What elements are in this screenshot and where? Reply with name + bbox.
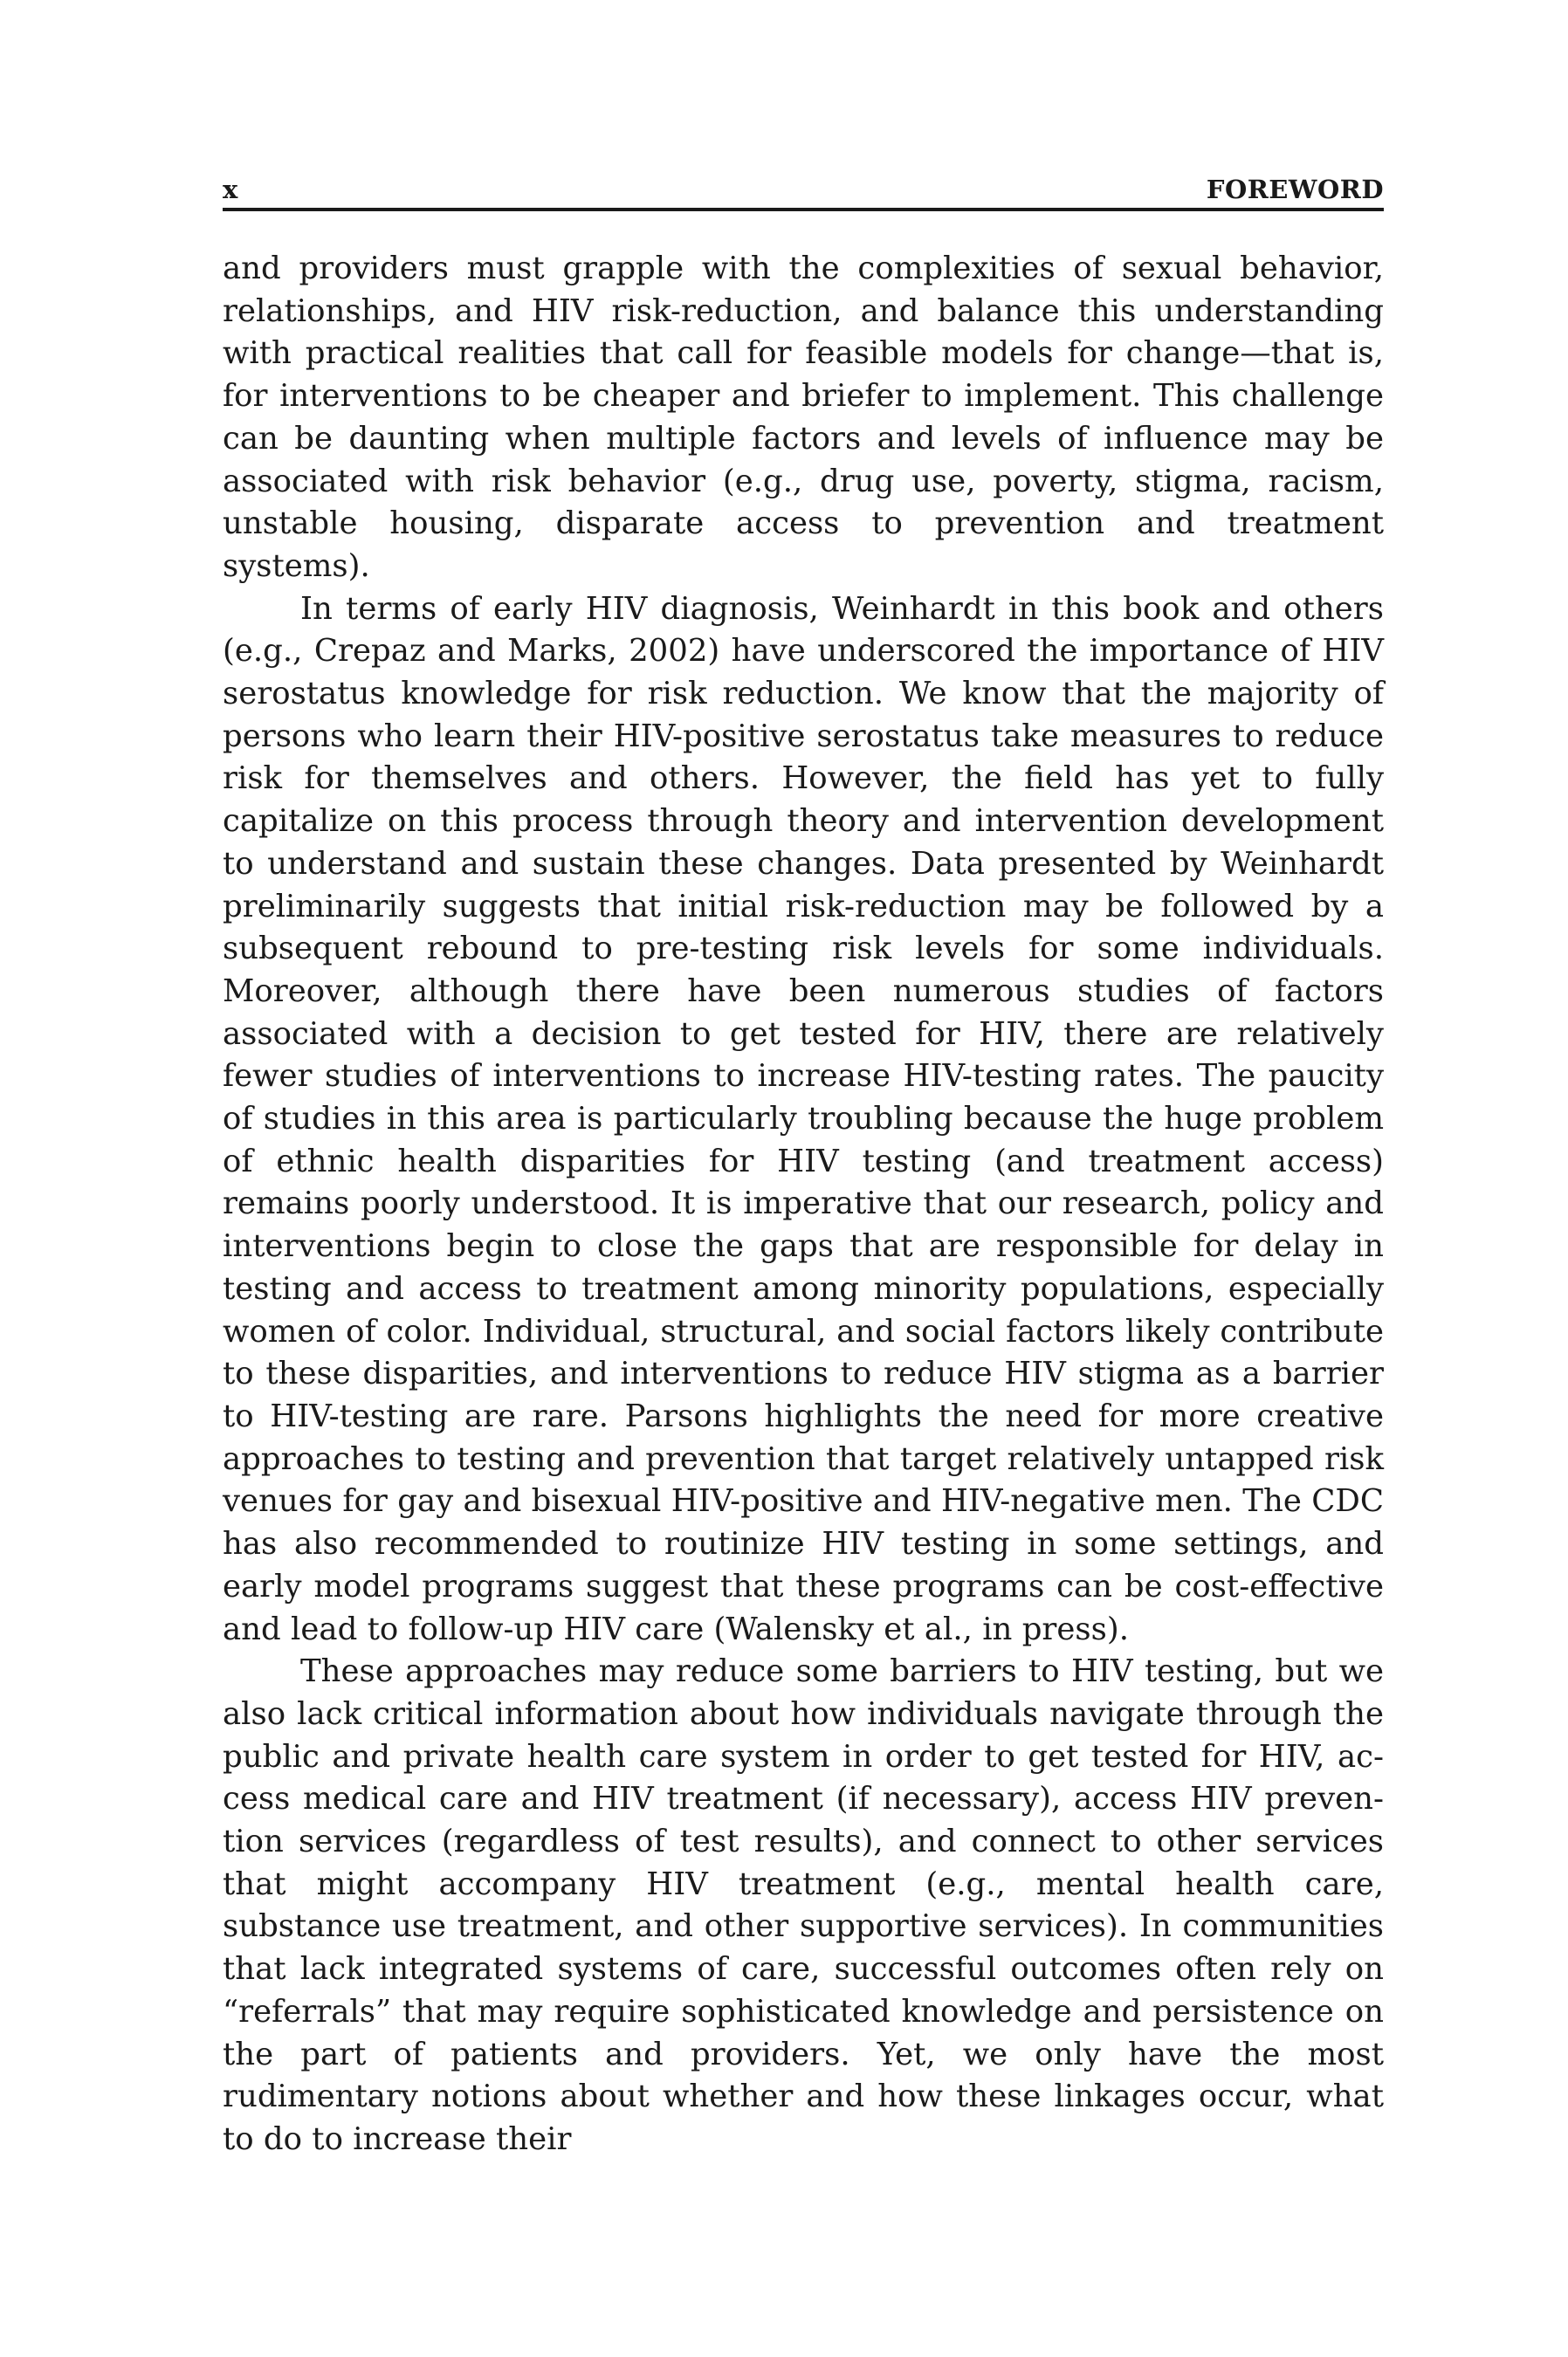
body-text bbox=[223, 248, 1384, 2161]
paragraph-1-continued: and providers must grapple with the complexities of sexual behavior, relationships, and HIV risk-reduction, and balance this understanding with practical realities that call for feasible models for change—that is, for interventions to be cheaper and briefer to implement. This challenge can be daunting when multiple factors and levels of influence may be associated with risk behavior (e.g., drug use, poverty, stigma, racism, unstable housing, disparate access to prevention and treatment systems). bbox=[223, 251, 1384, 584]
paragraph-3: These approaches may reduce some barriers to HIV testing, but we also lack critical information about how individuals navigate through the public and private health care system in order to get tested for HIV, access medical care and HIV treatment (if necessary), access HIV prevention services (regardless of test results), and connect to other services that might accompany HIV treatment (e.g., mental health care, substance use treatment, and other supportive services). In communities that lack integrated systems of care, successful outcomes often rely on “referrals” that may require sophisticated knowledge and persistence on the part of patients and providers. Yet, we only have the most rudimentary notions about whether and how these linkages occur, what to do to increase their bbox=[223, 1653, 1384, 2157]
page-number: x bbox=[223, 175, 238, 204]
running-title: FOREWORD bbox=[1206, 175, 1384, 204]
paragraph-2: In terms of early HIV diagnosis, Weinhardt in this book and others (e.g., Crepaz and Marks, 2002) have underscored the importance of HIV serostatus knowledge for risk reduction. We know that the majority of persons who learn their HIV-positive serostatus take measures to reduce risk for themselves and others. However, the field has yet to fully capitalize on this process through theory and intervention development to understand and sustain these changes. Data presented by Weinhardt preliminarily suggests that initial risk-reduction may be followed by a subsequent rebound to pre-testing risk levels for some individuals. Moreover, although there have been numerous studies of factors associated with a decision to get tested for HIV, there are relatively fewer studies of interventions to increase HIV-testing rates. The paucity of studies in this area is particularly troubling because the huge problem of ethnic health disparities for HIV testing (and treatment access) remains poorly understood. It is imperative that our research, policy and interventions begin to close the gaps that are responsible for delay in testing and access to treatment among minority populations, especially women of color. Individual, structural, and social factors likely contribute to these disparities, and interventions to reduce HIV stigma as a barrier to HIV-testing are rare. Parsons highlights the need for more creative approaches to testing and prevention that target relatively untapped risk venues for gay and bisexual HIV-positive and HIV-negative men. The CDC has also recommended to routinize HIV testing in some settings, and early model programs suggest that these programs can be cost-effective and lead to follow-up HIV care (Walensky et al., in press). bbox=[223, 590, 1384, 1647]
running-header bbox=[223, 166, 1384, 211]
book-page bbox=[223, 166, 1384, 2161]
